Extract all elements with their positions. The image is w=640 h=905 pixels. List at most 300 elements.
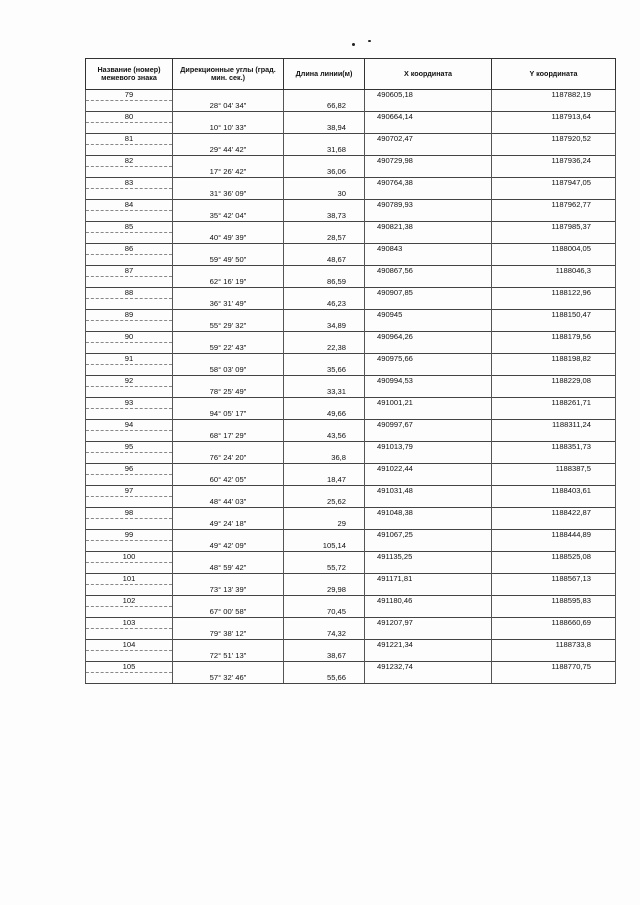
header-direction-angles: Дирекционные углы (град. мин. сек.) — [173, 59, 284, 90]
marker-name-cell: 87 — [86, 266, 173, 277]
y-coordinate-cell — [492, 277, 616, 288]
x-coordinate-cell — [365, 563, 492, 574]
direction-angle-cell: 29° 44' 42" — [173, 145, 284, 156]
line-length-cell: 28,57 — [284, 233, 365, 244]
direction-angle-cell — [173, 530, 284, 541]
x-coordinate-cell: 490975,66 — [365, 354, 492, 365]
line-length-cell — [284, 618, 365, 629]
direction-angle-cell — [173, 288, 284, 299]
line-length-cell — [284, 596, 365, 607]
x-coordinate-cell — [365, 233, 492, 244]
segment-row — [86, 299, 616, 310]
direction-angle-cell — [173, 464, 284, 475]
y-coordinate-cell: 1188179,56 — [492, 332, 616, 343]
marker-name-cell: 88 — [86, 288, 173, 299]
marker-row — [86, 464, 616, 475]
y-coordinate-cell — [492, 431, 616, 442]
line-length-cell — [284, 486, 365, 497]
y-coordinate-cell — [492, 101, 616, 112]
marker-row — [86, 178, 616, 189]
line-length-cell: 74,32 — [284, 629, 365, 640]
line-length-cell — [284, 178, 365, 189]
y-coordinate-cell — [492, 497, 616, 508]
direction-angle-cell: 73° 13' 39" — [173, 585, 284, 596]
segment-row — [86, 519, 616, 530]
y-coordinate-cell: 1187985,37 — [492, 222, 616, 233]
segment-row — [86, 409, 616, 420]
header-row — [86, 59, 616, 90]
x-coordinate-cell: 491022,44 — [365, 464, 492, 475]
header-y-coordinate: Y координата — [492, 59, 616, 90]
x-coordinate-cell — [365, 409, 492, 420]
y-coordinate-cell: 1188660,69 — [492, 618, 616, 629]
line-length-cell: 33,31 — [284, 387, 365, 398]
x-coordinate-cell: 490867,56 — [365, 266, 492, 277]
direction-angle-cell: 76° 24' 20" — [173, 453, 284, 464]
y-coordinate-cell — [492, 343, 616, 354]
x-coordinate-cell — [365, 145, 492, 156]
marker-row — [86, 420, 616, 431]
y-coordinate-cell: 1188770,75 — [492, 662, 616, 673]
line-length-cell — [284, 156, 365, 167]
marker-row — [86, 112, 616, 123]
y-coordinate-cell: 1188261,71 — [492, 398, 616, 409]
marker-name-cell: 81 — [86, 134, 173, 145]
direction-angle-cell: 40° 49' 39" — [173, 233, 284, 244]
segment-row — [86, 475, 616, 486]
y-coordinate-cell: 1188046,3 — [492, 266, 616, 277]
x-coordinate-cell — [365, 541, 492, 552]
x-coordinate-cell: 491013,79 — [365, 442, 492, 453]
marker-name-cell — [86, 387, 173, 398]
direction-angle-cell — [173, 354, 284, 365]
direction-angle-cell — [173, 662, 284, 673]
direction-angle-cell — [173, 618, 284, 629]
segment-row — [86, 123, 616, 134]
y-coordinate-cell: 1187913,64 — [492, 112, 616, 123]
direction-angle-cell — [173, 332, 284, 343]
marker-name-cell — [86, 453, 173, 464]
y-coordinate-cell — [492, 321, 616, 332]
line-length-cell: 38,73 — [284, 211, 365, 222]
line-length-cell: 31,68 — [284, 145, 365, 156]
line-length-cell — [284, 398, 365, 409]
x-coordinate-cell: 490843 — [365, 244, 492, 255]
y-coordinate-cell — [492, 519, 616, 530]
x-coordinate-cell — [365, 101, 492, 112]
direction-angle-cell — [173, 90, 284, 101]
x-coordinate-cell — [365, 343, 492, 354]
marker-name-cell: 96 — [86, 464, 173, 475]
marker-row — [86, 486, 616, 497]
scan-speck — [352, 43, 355, 46]
marker-name-cell — [86, 233, 173, 244]
line-length-cell: 49,66 — [284, 409, 365, 420]
marker-name-cell: 89 — [86, 310, 173, 321]
marker-name-cell: 86 — [86, 244, 173, 255]
line-length-cell: 38,67 — [284, 651, 365, 662]
direction-angle-cell: 59° 22' 43" — [173, 343, 284, 354]
x-coordinate-cell — [365, 299, 492, 310]
marker-name-cell — [86, 145, 173, 156]
direction-angle-cell — [173, 222, 284, 233]
y-coordinate-cell: 1188122,96 — [492, 288, 616, 299]
x-coordinate-cell: 490945 — [365, 310, 492, 321]
y-coordinate-cell — [492, 475, 616, 486]
marker-name-cell — [86, 563, 173, 574]
line-length-cell — [284, 530, 365, 541]
direction-angle-cell — [173, 376, 284, 387]
segment-row — [86, 189, 616, 200]
x-coordinate-cell: 491135,25 — [365, 552, 492, 563]
direction-angle-cell — [173, 200, 284, 211]
x-coordinate-cell — [365, 123, 492, 134]
marker-row — [86, 530, 616, 541]
y-coordinate-cell — [492, 211, 616, 222]
line-length-cell — [284, 376, 365, 387]
marker-name-cell — [86, 189, 173, 200]
line-length-cell — [284, 464, 365, 475]
marker-name-cell: 80 — [86, 112, 173, 123]
marker-row — [86, 596, 616, 607]
y-coordinate-cell: 1188198,82 — [492, 354, 616, 365]
line-length-cell: 36,06 — [284, 167, 365, 178]
y-coordinate-cell: 1187882,19 — [492, 90, 616, 101]
marker-name-cell: 97 — [86, 486, 173, 497]
line-length-cell: 29 — [284, 519, 365, 530]
line-length-cell: 22,38 — [284, 343, 365, 354]
y-coordinate-cell — [492, 233, 616, 244]
marker-row — [86, 332, 616, 343]
y-coordinate-cell: 1188229,08 — [492, 376, 616, 387]
marker-name-cell — [86, 629, 173, 640]
direction-angle-cell: 62° 16' 19" — [173, 277, 284, 288]
header-marker-name: Название (номер) межевого знака — [86, 59, 173, 90]
direction-angle-cell — [173, 266, 284, 277]
direction-angle-cell: 72° 51' 13" — [173, 651, 284, 662]
y-coordinate-cell — [492, 541, 616, 552]
segment-row — [86, 211, 616, 222]
marker-row — [86, 574, 616, 585]
y-coordinate-cell: 1188387,5 — [492, 464, 616, 475]
table-body — [86, 90, 616, 684]
line-length-cell — [284, 508, 365, 519]
direction-angle-cell — [173, 112, 284, 123]
x-coordinate-cell — [365, 651, 492, 662]
x-coordinate-cell — [365, 255, 492, 266]
line-length-cell: 38,94 — [284, 123, 365, 134]
direction-angle-cell — [173, 596, 284, 607]
marker-row — [86, 90, 616, 101]
segment-row — [86, 497, 616, 508]
marker-name-cell: 98 — [86, 508, 173, 519]
line-length-cell — [284, 574, 365, 585]
line-length-cell: 48,67 — [284, 255, 365, 266]
marker-name-cell — [86, 343, 173, 354]
segment-row — [86, 673, 616, 684]
y-coordinate-cell: 1187947,05 — [492, 178, 616, 189]
direction-angle-cell: 36° 31' 49" — [173, 299, 284, 310]
line-length-cell — [284, 288, 365, 299]
marker-name-cell: 82 — [86, 156, 173, 167]
x-coordinate-cell — [365, 431, 492, 442]
x-coordinate-cell: 490729,98 — [365, 156, 492, 167]
marker-name-cell — [86, 541, 173, 552]
x-coordinate-cell — [365, 387, 492, 398]
direction-angle-cell: 49° 24' 18" — [173, 519, 284, 530]
x-coordinate-cell: 491001,21 — [365, 398, 492, 409]
marker-row — [86, 134, 616, 145]
marker-name-cell — [86, 431, 173, 442]
direction-angle-cell — [173, 508, 284, 519]
marker-name-cell: 85 — [86, 222, 173, 233]
segment-row — [86, 431, 616, 442]
y-coordinate-cell: 1187936,24 — [492, 156, 616, 167]
x-coordinate-cell — [365, 475, 492, 486]
scan-speck — [368, 40, 371, 42]
segment-row — [86, 629, 616, 640]
x-coordinate-cell: 491180,46 — [365, 596, 492, 607]
x-coordinate-cell — [365, 277, 492, 288]
direction-angle-cell: 48° 59' 42" — [173, 563, 284, 574]
marker-row — [86, 442, 616, 453]
marker-name-cell — [86, 277, 173, 288]
y-coordinate-cell — [492, 453, 616, 464]
direction-angle-cell — [173, 552, 284, 563]
y-coordinate-cell: 1188733,8 — [492, 640, 616, 651]
x-coordinate-cell: 490789,93 — [365, 200, 492, 211]
x-coordinate-cell: 491048,38 — [365, 508, 492, 519]
y-coordinate-cell: 1188595,83 — [492, 596, 616, 607]
segment-row — [86, 387, 616, 398]
direction-angle-cell: 28° 04' 34" — [173, 101, 284, 112]
marker-name-cell: 105 — [86, 662, 173, 673]
x-coordinate-cell — [365, 365, 492, 376]
x-coordinate-cell — [365, 211, 492, 222]
x-coordinate-cell — [365, 453, 492, 464]
line-length-cell: 55,66 — [284, 673, 365, 684]
x-coordinate-cell: 491232,74 — [365, 662, 492, 673]
y-coordinate-cell — [492, 563, 616, 574]
marker-name-cell — [86, 321, 173, 332]
x-coordinate-cell — [365, 321, 492, 332]
line-length-cell: 70,45 — [284, 607, 365, 618]
line-length-cell: 35,66 — [284, 365, 365, 376]
y-coordinate-cell: 1187962,77 — [492, 200, 616, 211]
x-coordinate-cell — [365, 629, 492, 640]
marker-name-cell — [86, 409, 173, 420]
marker-name-cell: 83 — [86, 178, 173, 189]
y-coordinate-cell: 1188311,24 — [492, 420, 616, 431]
y-coordinate-cell — [492, 607, 616, 618]
y-coordinate-cell — [492, 299, 616, 310]
marker-name-cell — [86, 101, 173, 112]
line-length-cell — [284, 332, 365, 343]
x-coordinate-cell: 490664,14 — [365, 112, 492, 123]
y-coordinate-cell — [492, 629, 616, 640]
line-length-cell: 36,8 — [284, 453, 365, 464]
y-coordinate-cell: 1188444,89 — [492, 530, 616, 541]
line-length-cell: 34,89 — [284, 321, 365, 332]
segment-row — [86, 651, 616, 662]
marker-name-cell — [86, 497, 173, 508]
direction-angle-cell — [173, 442, 284, 453]
direction-angle-cell: 48° 44' 03" — [173, 497, 284, 508]
marker-row — [86, 244, 616, 255]
y-coordinate-cell: 1188351,73 — [492, 442, 616, 453]
y-coordinate-cell — [492, 409, 616, 420]
direction-angle-cell: 55° 29' 32" — [173, 321, 284, 332]
marker-name-cell — [86, 299, 173, 310]
marker-name-cell: 84 — [86, 200, 173, 211]
marker-name-cell: 90 — [86, 332, 173, 343]
y-coordinate-cell: 1188150,47 — [492, 310, 616, 321]
y-coordinate-cell — [492, 365, 616, 376]
y-coordinate-cell — [492, 673, 616, 684]
y-coordinate-cell — [492, 255, 616, 266]
segment-row — [86, 277, 616, 288]
marker-name-cell: 95 — [86, 442, 173, 453]
line-length-cell — [284, 90, 365, 101]
x-coordinate-cell: 490821,38 — [365, 222, 492, 233]
direction-angle-cell: 35° 42' 04" — [173, 211, 284, 222]
marker-name-cell — [86, 519, 173, 530]
line-length-cell: 18,47 — [284, 475, 365, 486]
segment-row — [86, 167, 616, 178]
line-length-cell — [284, 442, 365, 453]
marker-row — [86, 266, 616, 277]
direction-angle-cell — [173, 310, 284, 321]
marker-row — [86, 662, 616, 673]
y-coordinate-cell: 1188422,87 — [492, 508, 616, 519]
marker-name-cell: 102 — [86, 596, 173, 607]
x-coordinate-cell — [365, 585, 492, 596]
line-length-cell: 66,82 — [284, 101, 365, 112]
line-length-cell — [284, 200, 365, 211]
direction-angle-cell: 59° 49' 50" — [173, 255, 284, 266]
marker-row — [86, 354, 616, 365]
direction-angle-cell: 57° 32' 46" — [173, 673, 284, 684]
x-coordinate-cell: 490997,67 — [365, 420, 492, 431]
line-length-cell: 29,98 — [284, 585, 365, 596]
segment-row — [86, 101, 616, 112]
marker-name-cell — [86, 365, 173, 376]
direction-angle-cell: 31° 36' 09" — [173, 189, 284, 200]
direction-angle-cell: 94° 05' 17" — [173, 409, 284, 420]
marker-row — [86, 618, 616, 629]
marker-name-cell: 101 — [86, 574, 173, 585]
x-coordinate-cell: 491031,48 — [365, 486, 492, 497]
marker-name-cell — [86, 123, 173, 134]
marker-name-cell — [86, 651, 173, 662]
line-length-cell — [284, 640, 365, 651]
y-coordinate-cell: 1188567,13 — [492, 574, 616, 585]
marker-name-cell — [86, 585, 173, 596]
direction-angle-cell — [173, 420, 284, 431]
line-length-cell: 46,23 — [284, 299, 365, 310]
segment-row — [86, 607, 616, 618]
header-line-length: Длина линии(м) — [284, 59, 365, 90]
x-coordinate-cell: 490994,53 — [365, 376, 492, 387]
segment-row — [86, 321, 616, 332]
segment-row — [86, 453, 616, 464]
line-length-cell — [284, 112, 365, 123]
x-coordinate-cell: 490605,18 — [365, 90, 492, 101]
x-coordinate-cell: 490907,85 — [365, 288, 492, 299]
x-coordinate-cell — [365, 497, 492, 508]
y-coordinate-cell — [492, 585, 616, 596]
marker-name-cell — [86, 255, 173, 266]
line-length-cell — [284, 420, 365, 431]
marker-name-cell: 94 — [86, 420, 173, 431]
direction-angle-cell: 17° 26' 42" — [173, 167, 284, 178]
marker-name-cell — [86, 607, 173, 618]
line-length-cell — [284, 222, 365, 233]
y-coordinate-cell — [492, 123, 616, 134]
marker-name-cell — [86, 475, 173, 486]
marker-name-cell: 100 — [86, 552, 173, 563]
direction-angle-cell — [173, 134, 284, 145]
x-coordinate-cell — [365, 673, 492, 684]
marker-name-cell: 93 — [86, 398, 173, 409]
header-x-coordinate: X координата — [365, 59, 492, 90]
marker-row — [86, 640, 616, 651]
marker-row — [86, 288, 616, 299]
segment-row — [86, 365, 616, 376]
marker-name-cell: 91 — [86, 354, 173, 365]
direction-angle-cell: 10° 10' 33" — [173, 123, 284, 134]
marker-name-cell: 92 — [86, 376, 173, 387]
marker-row — [86, 310, 616, 321]
line-length-cell — [284, 552, 365, 563]
marker-row — [86, 376, 616, 387]
line-length-cell: 105,14 — [284, 541, 365, 552]
direction-angle-cell: 68° 17' 29" — [173, 431, 284, 442]
direction-angle-cell: 58° 03' 09" — [173, 365, 284, 376]
direction-angle-cell — [173, 574, 284, 585]
x-coordinate-cell: 491207,97 — [365, 618, 492, 629]
marker-row — [86, 552, 616, 563]
marker-name-cell — [86, 211, 173, 222]
survey-coordinates-table — [85, 58, 616, 684]
marker-name-cell: 103 — [86, 618, 173, 629]
marker-name-cell: 79 — [86, 90, 173, 101]
x-coordinate-cell: 491171,81 — [365, 574, 492, 585]
marker-row — [86, 508, 616, 519]
marker-row — [86, 398, 616, 409]
direction-angle-cell — [173, 486, 284, 497]
direction-angle-cell: 60° 42' 05" — [173, 475, 284, 486]
y-coordinate-cell: 1188004,05 — [492, 244, 616, 255]
x-coordinate-cell — [365, 167, 492, 178]
direction-angle-cell — [173, 244, 284, 255]
direction-angle-cell — [173, 178, 284, 189]
segment-row — [86, 563, 616, 574]
marker-name-cell: 104 — [86, 640, 173, 651]
direction-angle-cell — [173, 156, 284, 167]
line-length-cell: 86,59 — [284, 277, 365, 288]
segment-row — [86, 255, 616, 266]
x-coordinate-cell — [365, 189, 492, 200]
marker-name-cell — [86, 167, 173, 178]
y-coordinate-cell — [492, 145, 616, 156]
y-coordinate-cell — [492, 189, 616, 200]
segment-row — [86, 233, 616, 244]
y-coordinate-cell — [492, 651, 616, 662]
x-coordinate-cell — [365, 519, 492, 530]
x-coordinate-cell: 491221,34 — [365, 640, 492, 651]
x-coordinate-cell: 491067,25 — [365, 530, 492, 541]
